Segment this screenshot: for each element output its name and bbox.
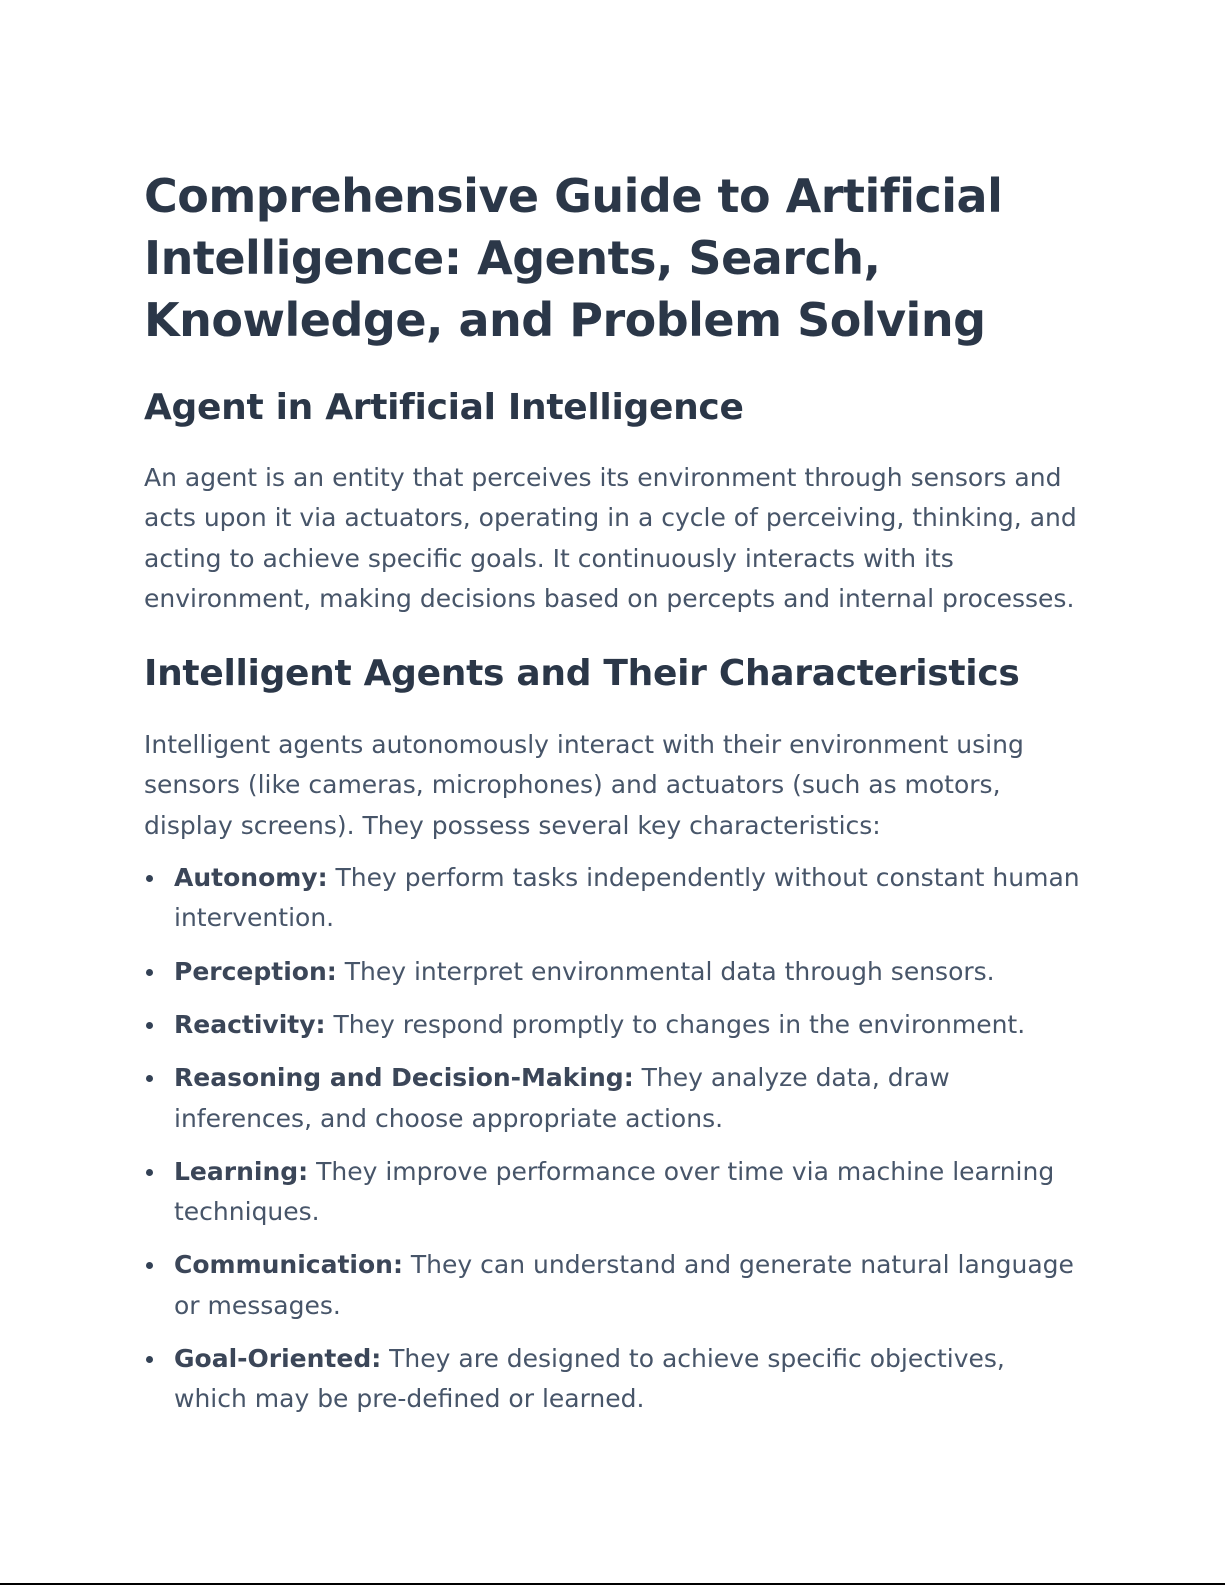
bullet-icon [146, 1356, 153, 1363]
document-title: Comprehensive Guide to Artificial Intelligence: Agents, Search, Knowledge, and Problem Solving [144, 169, 1003, 347]
list-item-text: They improve performance over time via machine learning techniques. [174, 1156, 1055, 1227]
list-item-text: They are designed to achieve specific objectives, which may be pre-defined or learned. [174, 1344, 1005, 1414]
list-item-text: They analyze data, draw inferences, and choose appropriate actions. [174, 1063, 950, 1133]
list-item-text: They respond promptly to changes in the environment. [325, 1009, 1026, 1039]
section-heading-intelligent-agents: Intelligent Agents and Their Characteristics [144, 653, 1020, 695]
list-item-term: Communication: [174, 1250, 403, 1280]
list-item-reasoning [144, 1058, 1084, 1139]
list-item-autonomy [144, 858, 1084, 939]
bullet-icon [146, 1262, 153, 1269]
list-item-term: Reactivity: [174, 1009, 326, 1039]
bullet-icon [146, 875, 153, 882]
bullet-icon [146, 969, 153, 976]
list-item-term: Goal-Oriented: [174, 1344, 382, 1374]
section-heading-agent: Agent in Artificial Intelligence [144, 387, 744, 428]
list-item-goal-oriented [144, 1339, 1084, 1420]
list-item-text: They perform tasks independently without constant human intervention. [174, 863, 1080, 933]
list-item-reactivity [144, 1005, 1084, 1045]
list-item-text: They can understand and generate natural language or messages. [174, 1250, 1074, 1320]
list-item-perception [144, 952, 1084, 992]
bullet-icon [146, 1022, 153, 1029]
list-item-communication [144, 1245, 1084, 1326]
bullet-icon [146, 1075, 153, 1082]
document-page [144, 165, 1084, 1433]
list-item-term: Learning: [174, 1156, 309, 1186]
bullet-icon [146, 1169, 153, 1176]
section-paragraph-intelligent-agents: Intelligent agents autonomously interact with their environment using sensors (like cameras, microphones) and actuators (such as motors, display screens). They possess several key characteristics: [144, 730, 1024, 840]
section-paragraph-agent: An agent is an entity that perceives its environment through sensors and acts upon it via actuators, operating in a cycle of perceiving, thinking, and acting to achieve specific goals. It continuously interacts with its environment, making decisions based on percepts and internal processes. [144, 463, 1077, 613]
list-item-text: They interpret environmental data through sensors. [336, 956, 995, 986]
list-item-term: Perception: [174, 956, 337, 986]
characteristics-list [144, 858, 1084, 1420]
list-item-learning [144, 1152, 1084, 1233]
list-item-term: Reasoning and Decision-Making: [174, 1063, 634, 1093]
list-item-term: Autonomy: [174, 863, 328, 893]
